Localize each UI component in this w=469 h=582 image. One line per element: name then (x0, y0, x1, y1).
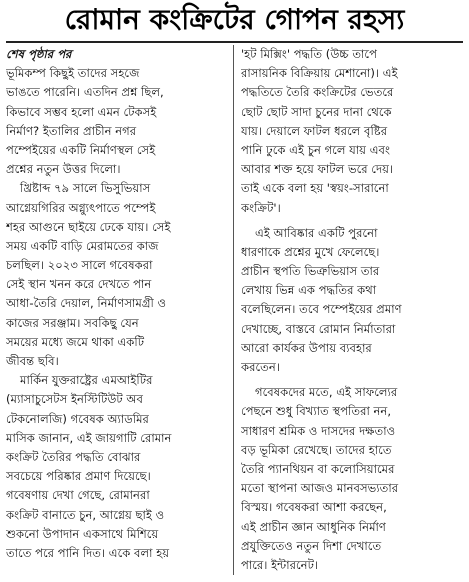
text-line: পানি ঢুকে এই চুন গলে যায় এবং (241, 142, 390, 157)
text-line: টেকনোলজি) গবেষক অ্যাডমির (6, 411, 149, 426)
text-line: কংক্রিট বানাতে চুন, আগ্নেয় ছাই ও (6, 507, 165, 522)
text-line: মতো স্থাপনা আজও মানবসভ্যতার (241, 481, 399, 496)
text-line: শুকনো উপাদান একসাথে মিশিয়ে (6, 526, 159, 541)
text-line: পদ্ধতিতে তৈরি কংক্রিটের ভেতরে (241, 85, 394, 100)
text-line: দেখাচ্ছে, বাস্তবে রোমান নির্মাতারা (241, 321, 396, 336)
text-line: মাসিক জানান, এই জায়গাটি রোমান (6, 430, 172, 445)
text-line: জীবন্ত ছবি। (6, 354, 59, 368)
text-line: তাতে পরে পানি দিত। একে বলা হয় (6, 545, 170, 560)
text-line: শহর আগুনে ছাইয়ে ঢেকে যায়। সেই (6, 219, 171, 234)
text-line: কংক্রিট তৈরির পদ্ধতি বোঝার (6, 449, 141, 464)
continuation-kicker: শেষ পৃষ্ঠার পর (6, 47, 72, 61)
text-line: ছোট ছোট সাদা চুনের দানা থেকে (241, 104, 392, 119)
text-line: এই প্রাচীন জ্ঞান আধুনিক নির্মাণ (241, 519, 386, 534)
text-line: আগ্নেয়গিরির অগ্ন্যুৎপাতে পম্পেই (6, 200, 156, 215)
text-line: গবেষকদের মতে, এই সাফল্যের (255, 385, 398, 400)
text-line: কংক্রিট'। (241, 200, 281, 215)
text-line: প্রশ্নের নতুন উত্তর দিলো। (6, 162, 121, 177)
headline: রোমান কংক্রিটের গোপন রহস্য (64, 2, 405, 36)
text-line: মার্কিন যুক্তরাষ্ট্রের এমআইটির (20, 373, 153, 388)
headline-rule (6, 41, 463, 43)
text-line: নির্মাণ? ইতালির প্রাচীন নগর (6, 123, 137, 138)
text-line: পারে। ইন্টারনেট। (241, 557, 319, 572)
text-line: 'হট মিক্সিং' পদ্ধতি (উচ্চ তাপে (241, 47, 377, 61)
text-line: আবার শক্ত হয়ে ফাটল ভরে দেয়। (241, 162, 394, 177)
text-line: যায়। দেয়ালে ফাটল ধরলে বৃষ্টির (241, 123, 388, 138)
text-line: চলছিল। ২০২৩ সালে গবেষকরা (6, 258, 153, 273)
column-divider (233, 45, 234, 575)
text-line: আরো কার্যকর উপায় ব্যবহার (241, 340, 372, 355)
text-line: কাজের সরঞ্জাম। সবকিছু যেন (6, 315, 139, 330)
text-line: রাসায়নিক বিক্রিয়ায় মেশানো)। এই (241, 66, 398, 81)
text-line: প্রযুক্তিতেও নতুন দিশা দেখাতে (241, 538, 382, 553)
text-line: সেই স্থান খনন করে দেখতে পান (6, 277, 152, 292)
text-line: বলেছিলেন। তবে পম্পেইয়ের প্রমাণ (241, 302, 402, 317)
text-line: সময় একটি বাড়ি মেরামতের কাজ (6, 238, 159, 253)
text-line: সময়ের মধ্যে জমে থাকা একটি (6, 334, 145, 349)
text-line: (ম্যাসাচুসেটস ইনস্টিটিউট অব (6, 392, 143, 407)
text-line: পম্পেইয়ের একটি নির্মাণস্থল সেই (6, 142, 156, 157)
left-column (6, 45, 227, 580)
text-line: এই আবিষ্কার একটি পুরনো (255, 225, 378, 240)
text-line: আধা-তৈরি দেয়াল, নির্মাণসামগ্রী ও (6, 296, 167, 311)
text-line: বড় ভূমিকা রেখেছে। তাদের হাতে (241, 442, 392, 457)
text-line: তৈরি প্যানথিয়ন বা কলোসিয়ামের (241, 461, 395, 476)
text-line: খ্রিষ্টাব্দ ৭৯ সালে ভিসুভিয়াস (20, 181, 151, 196)
text-line: প্রাচীন স্থপতি ভিত্রুভিয়াস তার (241, 264, 380, 279)
text-line: তাই একে বলা হয় 'স্বয়ং-সারানো (241, 181, 389, 196)
text-line: ভাঙতে পারেনি। এতদিন প্রশ্ন ছিল, (6, 85, 164, 100)
right-column (241, 45, 463, 580)
text-line: লেখায় ভিন্ন এক পদ্ধতির কথা (241, 283, 377, 298)
text-line: সবচেয়ে পরিষ্কার প্রমাণ দিয়েছে। (6, 469, 151, 484)
text-line: পেছনে শুধু বিখ্যাত স্থপতিরা নন, (241, 404, 392, 419)
text-line: কিভাবে সম্ভব হলো এমন টেকসই (6, 104, 157, 119)
text-line: বিস্ময়। গবেষকরা আশা করছেন, (241, 500, 387, 515)
text-line: ভূমিকম্প কিছুই তাদের সহজে (6, 66, 140, 81)
text-line: ধারণাকে প্রশ্নের মুখে ফেলেছে। (241, 244, 380, 259)
text-line: সাধারণ শ্রমিক ও দাসদের দক্ষতাও (241, 423, 396, 438)
text-line: করতেন। (241, 360, 280, 374)
text-line: গবেষণায় দেখা গেছে, রোমানরা (6, 488, 150, 503)
